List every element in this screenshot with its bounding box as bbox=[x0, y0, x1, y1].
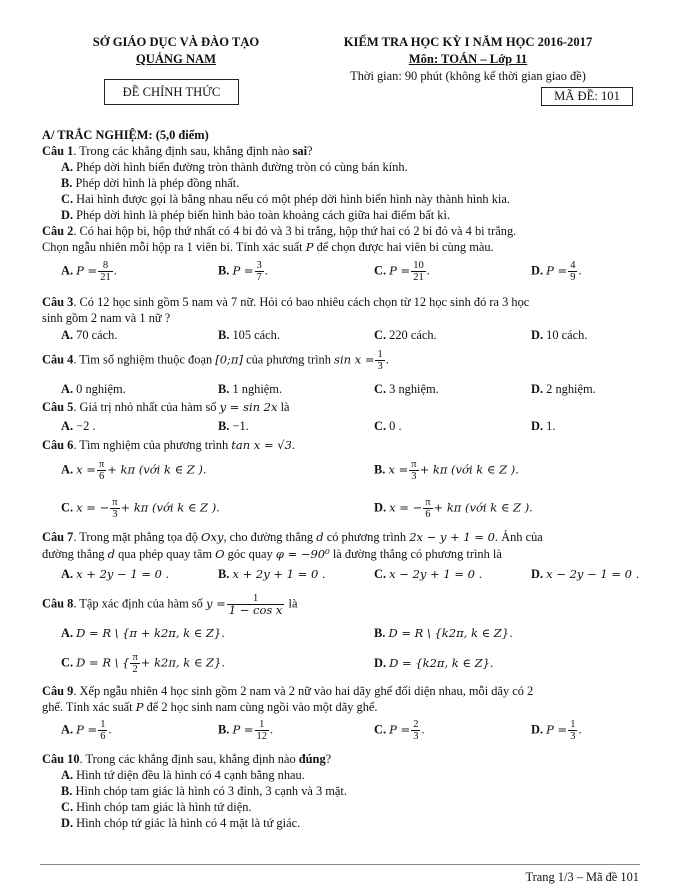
option-letter: B. bbox=[61, 784, 73, 798]
q3-option-b bbox=[218, 328, 280, 343]
option-text: 105 cách. bbox=[232, 328, 280, 342]
question-text: , cho đường thẳng bbox=[223, 530, 314, 544]
fraction bbox=[409, 459, 418, 482]
option-pre: x = − bbox=[76, 500, 110, 515]
question-label: Câu 5 bbox=[42, 400, 74, 414]
option-letter: D. bbox=[531, 382, 544, 396]
option-letter: D. bbox=[531, 419, 544, 433]
option-text: −2 . bbox=[76, 419, 96, 433]
option-pre: x = bbox=[76, 462, 96, 477]
q4-option-b bbox=[218, 382, 282, 397]
option-post: + k2π, k ∈ Z}. bbox=[140, 655, 225, 670]
option-letter: D. bbox=[61, 208, 74, 222]
option-letter: A. bbox=[61, 263, 74, 278]
option-letter: A. bbox=[61, 462, 74, 477]
question-label: Câu 4 bbox=[42, 352, 74, 367]
option-letter: B. bbox=[218, 419, 230, 433]
question-emphasis: sai bbox=[292, 144, 308, 158]
denominator: 3 bbox=[112, 509, 118, 520]
question-label: Câu 8 bbox=[42, 596, 74, 611]
q1-option-a bbox=[61, 160, 408, 175]
option-text: 1 nghiệm. bbox=[232, 382, 283, 396]
q3-option-d bbox=[531, 328, 587, 343]
question-text: của phương trình bbox=[246, 352, 331, 367]
option-letter: C. bbox=[374, 419, 387, 433]
fraction bbox=[568, 719, 577, 742]
fraction bbox=[411, 719, 420, 742]
question-text: có phương trình bbox=[326, 530, 407, 544]
question-text: để chọn được hai viên bi cùng màu. bbox=[316, 240, 494, 254]
option-pre: D = R \ { bbox=[76, 655, 130, 670]
option-lhs: P = bbox=[76, 263, 98, 278]
option-post: + kπ (với k ∈ Z ). bbox=[419, 462, 519, 477]
option-letter: D. bbox=[374, 500, 387, 515]
question-label: Câu 1 bbox=[42, 144, 74, 158]
question-label: Câu 3 bbox=[42, 295, 74, 309]
exam-code-box bbox=[541, 87, 633, 106]
option-letter: A. bbox=[61, 722, 74, 737]
question-emphasis: đúng bbox=[298, 752, 326, 766]
q9-option-d: D. P = $\frac{1}{3}$ . bbox=[531, 719, 582, 742]
q7-option-b bbox=[218, 567, 326, 582]
option-letter: B. bbox=[218, 328, 230, 342]
option-text: x − 2y + 1 = 0 . bbox=[389, 567, 483, 581]
option-text: D = R \ {π + k2π, k ∈ Z}. bbox=[76, 626, 225, 640]
q2-option-c: C. P = $\frac{10}{21}$ . bbox=[374, 260, 430, 283]
denominator: 6 bbox=[98, 471, 105, 482]
denominator: 6 bbox=[100, 731, 106, 742]
fraction bbox=[98, 719, 107, 742]
option-text: Hình tứ diện đều là hình có 4 cạnh bằng nhau. bbox=[76, 768, 305, 782]
numerator: 1 bbox=[227, 593, 285, 605]
option-text: 1. bbox=[546, 419, 556, 433]
question-text: . Trong các khẳng định sau, khẳng định nào bbox=[79, 752, 299, 766]
question-end: . bbox=[291, 438, 295, 452]
denominator: 3 bbox=[570, 731, 576, 742]
q5-option-d bbox=[531, 419, 555, 434]
question-text: . Giá trị nhỏ nhất của hàm số bbox=[73, 400, 217, 414]
variable: d bbox=[316, 530, 324, 544]
option-letter: B. bbox=[374, 626, 386, 640]
variable: d bbox=[107, 547, 115, 561]
question-text: . Có hai hộp bi, hộp thứ nhất có 4 bi đỏ và 3 bi trắng, hộp thứ hai có 2 bi đỏ và 4 bi trắng. bbox=[73, 224, 517, 238]
q10-option-b bbox=[61, 784, 347, 799]
question-text: qua phép quay tâm bbox=[118, 547, 213, 561]
option-letter: A. bbox=[61, 419, 74, 433]
numerator: π bbox=[425, 497, 431, 508]
time-line: Thời gian: 90 phút (không kể thời gian giao đề) bbox=[350, 69, 586, 83]
option-letter: A. bbox=[61, 626, 74, 640]
question-text: . Trong mặt phẳng tọa độ bbox=[73, 530, 198, 544]
option-letter: A. bbox=[61, 328, 74, 342]
option-lhs: P = bbox=[546, 722, 568, 737]
option-letter: D. bbox=[61, 816, 74, 830]
question-7-line2 bbox=[42, 547, 502, 562]
denominator: 6 bbox=[425, 509, 431, 520]
fraction bbox=[255, 719, 270, 742]
option-lhs: P = bbox=[546, 263, 568, 278]
question-end: ? bbox=[325, 752, 332, 766]
interval: [0;π] bbox=[215, 352, 243, 367]
denominator: 7 bbox=[256, 272, 262, 283]
angle: φ = −90⁰ bbox=[275, 547, 330, 561]
option-post: + kπ (với k ∈ Z ). bbox=[120, 500, 220, 515]
option-letter: B. bbox=[374, 462, 386, 477]
question-text: để 2 học sinh nam cùng ngồi vào một dãy ghế. bbox=[146, 700, 378, 714]
option-text: Phép dời hình biến đường tròn thành đường tròn có cùng bán kính. bbox=[76, 160, 408, 174]
fraction bbox=[423, 497, 432, 520]
variable: P bbox=[135, 700, 144, 714]
denominator: 21 bbox=[100, 272, 111, 283]
equation-lhs: sin x = bbox=[334, 352, 375, 367]
question-text: . Tìm số nghiệm thuộc đoạn bbox=[73, 352, 213, 367]
q2-option-a: A. P = $\frac{8}{21}$ . bbox=[61, 260, 117, 283]
question-text: . Có 12 học sinh gồm 5 nam và 7 nữ. Hỏi có bao nhiêu cách chọn từ 12 học sinh đó ra 3 học bbox=[73, 295, 530, 309]
question-7 bbox=[42, 530, 543, 545]
option-letter: D. bbox=[531, 263, 544, 278]
q7-option-c bbox=[374, 567, 482, 582]
official-exam-box bbox=[104, 79, 239, 105]
denominator: 3 bbox=[411, 471, 417, 482]
footer-divider bbox=[40, 864, 640, 865]
option-post: + kπ (với k ∈ Z ). bbox=[433, 500, 533, 515]
q6-option-b bbox=[374, 459, 519, 482]
question-9-line2 bbox=[42, 700, 378, 715]
q2-option-d: D. P = $\frac{4}{9}$ . bbox=[531, 260, 582, 283]
q7-option-d bbox=[531, 567, 639, 582]
option-letter: B. bbox=[218, 722, 230, 737]
option-letter: B. bbox=[218, 567, 230, 581]
q10-option-c bbox=[61, 800, 251, 815]
option-text: D = R \ {k2π, k ∈ Z}. bbox=[388, 626, 513, 640]
question-9 bbox=[42, 684, 533, 699]
numerator: 8 bbox=[98, 260, 113, 272]
option-text: −1. bbox=[232, 419, 249, 433]
option-text: Hai hình được gọi là bằng nhau nếu có một phép dời hình biến hình này thành hình kia. bbox=[76, 192, 510, 206]
q8-option-c bbox=[61, 652, 225, 675]
question-text: góc quay bbox=[227, 547, 273, 561]
question-label: Câu 9 bbox=[42, 684, 74, 698]
fraction bbox=[227, 593, 285, 616]
option-letter: D. bbox=[531, 328, 544, 342]
option-text: 70 cách. bbox=[76, 328, 118, 342]
q6-option-d bbox=[374, 497, 533, 520]
question-5 bbox=[42, 400, 290, 415]
option-lhs: P = bbox=[232, 722, 254, 737]
question-2-line2 bbox=[42, 240, 494, 255]
option-text: 220 cách. bbox=[389, 328, 437, 342]
numerator: 1 bbox=[377, 349, 383, 360]
question-label: Câu 6 bbox=[42, 438, 74, 452]
fraction bbox=[110, 497, 119, 520]
q5-option-a bbox=[61, 419, 96, 434]
department-name: SỞ GIÁO DỤC VÀ ĐÀO TẠO bbox=[92, 35, 260, 49]
numerator: π bbox=[112, 497, 118, 508]
q1-option-d bbox=[61, 208, 450, 223]
option-letter: C. bbox=[374, 382, 387, 396]
option-text: x + 2y − 1 = 0 . bbox=[76, 567, 170, 581]
option-letter: C. bbox=[61, 800, 74, 814]
numerator: 2 bbox=[413, 719, 419, 730]
q5-option-c bbox=[374, 419, 402, 434]
question-label: Câu 2 bbox=[42, 224, 74, 238]
option-text: Phép dời hình là phép biến hình bảo toàn khoảng cách giữa hai điểm bất kì. bbox=[76, 208, 451, 222]
option-lhs: P = bbox=[76, 722, 98, 737]
option-text: D = {k2π, k ∈ Z}. bbox=[389, 656, 494, 670]
question-6 bbox=[42, 438, 295, 453]
q3-option-a bbox=[61, 328, 117, 343]
option-text: 10 cách. bbox=[546, 328, 588, 342]
variable: O bbox=[215, 547, 225, 561]
q9-option-b: B. P = $\frac{1}{12}$ . bbox=[218, 719, 274, 742]
option-text: Hình chóp tứ giác là hình có 4 mặt là tứ giác. bbox=[76, 816, 301, 830]
fraction bbox=[375, 349, 384, 372]
option-letter: C. bbox=[61, 192, 74, 206]
q4-option-c bbox=[374, 382, 439, 397]
subject-line: Môn: TOÁN – Lớp 11 bbox=[408, 52, 528, 66]
question-2 bbox=[42, 224, 516, 239]
option-letter: D. bbox=[531, 567, 544, 581]
option-text: 2 nghiệm. bbox=[546, 382, 596, 396]
option-pre: x = − bbox=[389, 500, 423, 515]
denominator: 3 bbox=[377, 361, 383, 372]
question-end: ? bbox=[307, 144, 313, 158]
q7-option-a bbox=[61, 567, 169, 582]
question-text: đường thẳng bbox=[42, 547, 105, 561]
fraction bbox=[568, 260, 577, 283]
fraction bbox=[97, 459, 106, 482]
option-letter: A. bbox=[61, 567, 74, 581]
denominator: 2 bbox=[132, 664, 138, 675]
option-letter: B. bbox=[218, 382, 230, 396]
option-letter: C. bbox=[61, 500, 74, 515]
q3-option-c bbox=[374, 328, 437, 343]
function-lhs: y = bbox=[205, 596, 226, 611]
q2-option-b: B. P = $\frac{3}{7}$ . bbox=[218, 260, 268, 283]
numerator: 3 bbox=[256, 260, 262, 271]
question-text: Chọn ngẫu nhiên mỗi hộp ra 1 viên bi. Tính xác suất bbox=[42, 240, 303, 254]
option-letter: D. bbox=[531, 722, 544, 737]
question-1 bbox=[42, 144, 313, 159]
equation: tan x = √3 bbox=[231, 438, 292, 452]
question-text: là đường thẳng có phương trình là bbox=[332, 547, 502, 561]
question-text: . Trong các khẳng định sau, khẳng định nào bbox=[73, 144, 293, 158]
q8-option-b bbox=[374, 626, 513, 641]
numerator: 1 bbox=[570, 719, 576, 730]
question-text: . Xếp ngẫu nhiên 4 học sinh gồm 2 nam và 2 nữ vào hai dãy ghế đối diện nhau, mỗi dãy có 2 bbox=[73, 684, 534, 698]
option-letter: A. bbox=[61, 382, 74, 396]
fraction bbox=[98, 260, 113, 283]
option-letter: B. bbox=[61, 176, 73, 190]
question-text: là bbox=[280, 400, 290, 414]
question-8 bbox=[42, 593, 297, 616]
section-title: A/ TRẮC NGHIỆM: (5,0 điểm) bbox=[42, 128, 209, 142]
question-text: . Tập xác định của hàm số bbox=[73, 596, 203, 611]
option-letter: A. bbox=[61, 160, 74, 174]
q9-option-c: C. P = $\frac{2}{3}$ . bbox=[374, 719, 425, 742]
numerator: 4 bbox=[570, 260, 576, 271]
question-text: là bbox=[288, 596, 298, 611]
equation: 2x − y + 1 = 0 bbox=[409, 530, 495, 544]
option-text: 3 nghiệm. bbox=[389, 382, 439, 396]
option-lhs: P = bbox=[232, 263, 254, 278]
option-letter: D. bbox=[374, 656, 387, 670]
province-name: QUẢNG NAM bbox=[135, 52, 217, 66]
q9-option-a: A. P = $\frac{1}{6}$ . bbox=[61, 719, 112, 742]
numerator: 1 bbox=[100, 719, 106, 730]
question-4: Câu 4. Tìm số nghiệm thuộc đoạn [0;π] của phương trình sin x = $\frac{1}{3}$ . bbox=[42, 349, 389, 372]
numerator: π bbox=[411, 459, 417, 470]
option-letter: C. bbox=[374, 567, 387, 581]
option-text: Hình chóp tam giác là hình tứ diện. bbox=[76, 800, 252, 814]
exam-code: MÃ ĐỀ: 101 bbox=[554, 89, 620, 103]
question-text: . Ảnh của bbox=[494, 530, 543, 544]
variable: Oxy bbox=[201, 530, 224, 544]
variable: P bbox=[305, 240, 314, 254]
q4-option-a bbox=[61, 382, 126, 397]
question-label: Câu 7 bbox=[42, 530, 74, 544]
option-lhs: P = bbox=[389, 263, 411, 278]
q10-option-d bbox=[61, 816, 300, 831]
option-post: + kπ (với k ∈ Z ). bbox=[107, 462, 207, 477]
question-3-line2: sinh gồm 2 nam và 1 nữ ? bbox=[42, 311, 171, 325]
q8-option-d bbox=[374, 656, 494, 671]
option-text: x + 2y + 1 = 0 . bbox=[232, 567, 326, 581]
option-letter: C. bbox=[61, 655, 74, 670]
option-text: 0 nghiệm. bbox=[76, 382, 126, 396]
denominator: 9 bbox=[570, 272, 576, 283]
q10-option-a bbox=[61, 768, 305, 783]
option-text: x − 2y − 1 = 0 . bbox=[546, 567, 640, 581]
numerator: 10 bbox=[413, 260, 424, 271]
q1-option-b bbox=[61, 176, 239, 191]
option-text: 0 . bbox=[389, 419, 402, 433]
q1-option-c bbox=[61, 192, 510, 207]
question-label: Câu 10 bbox=[42, 752, 80, 766]
q4-option-d bbox=[531, 382, 596, 397]
denominator: 3 bbox=[413, 731, 419, 742]
option-letter: C. bbox=[374, 263, 387, 278]
official-label: ĐỀ CHÍNH THỨC bbox=[122, 84, 221, 99]
numerator: π bbox=[132, 652, 138, 663]
numerator: π bbox=[98, 459, 105, 470]
option-text: Hình chóp tam giác là hình có 3 đỉnh, 3 cạnh và 3 mặt. bbox=[75, 784, 347, 798]
q8-option-a bbox=[61, 626, 225, 641]
question-text: . Tìm nghiệm của phương trình bbox=[73, 438, 229, 452]
q6-option-c bbox=[61, 497, 220, 520]
function: y = sin 2x bbox=[219, 400, 278, 414]
option-letter: A. bbox=[61, 768, 74, 782]
option-letter: C. bbox=[374, 328, 387, 342]
q5-option-b bbox=[218, 419, 249, 434]
exam-title: KIỂM TRA HỌC KỲ I NĂM HỌC 2016-2017 bbox=[343, 35, 593, 49]
numerator: 1 bbox=[255, 719, 270, 731]
question-10 bbox=[42, 752, 331, 767]
q6-option-a bbox=[61, 459, 207, 482]
page-footer: Trang 1/3 – Mã đề 101 bbox=[525, 870, 639, 884]
denominator: 1 − cos x bbox=[228, 603, 283, 617]
fraction bbox=[411, 260, 426, 283]
option-lhs: P = bbox=[389, 722, 411, 737]
option-letter: C. bbox=[374, 722, 387, 737]
denominator: 21 bbox=[413, 272, 424, 283]
option-pre: x = bbox=[388, 462, 409, 477]
option-letter: B. bbox=[218, 263, 230, 278]
question-3 bbox=[42, 295, 529, 310]
fraction bbox=[255, 260, 264, 283]
option-text: Phép dời hình là phép đồng nhất. bbox=[75, 176, 240, 190]
denominator: 12 bbox=[256, 731, 268, 742]
question-text: ghế. Tính xác suất bbox=[42, 700, 133, 714]
fraction bbox=[130, 652, 139, 675]
